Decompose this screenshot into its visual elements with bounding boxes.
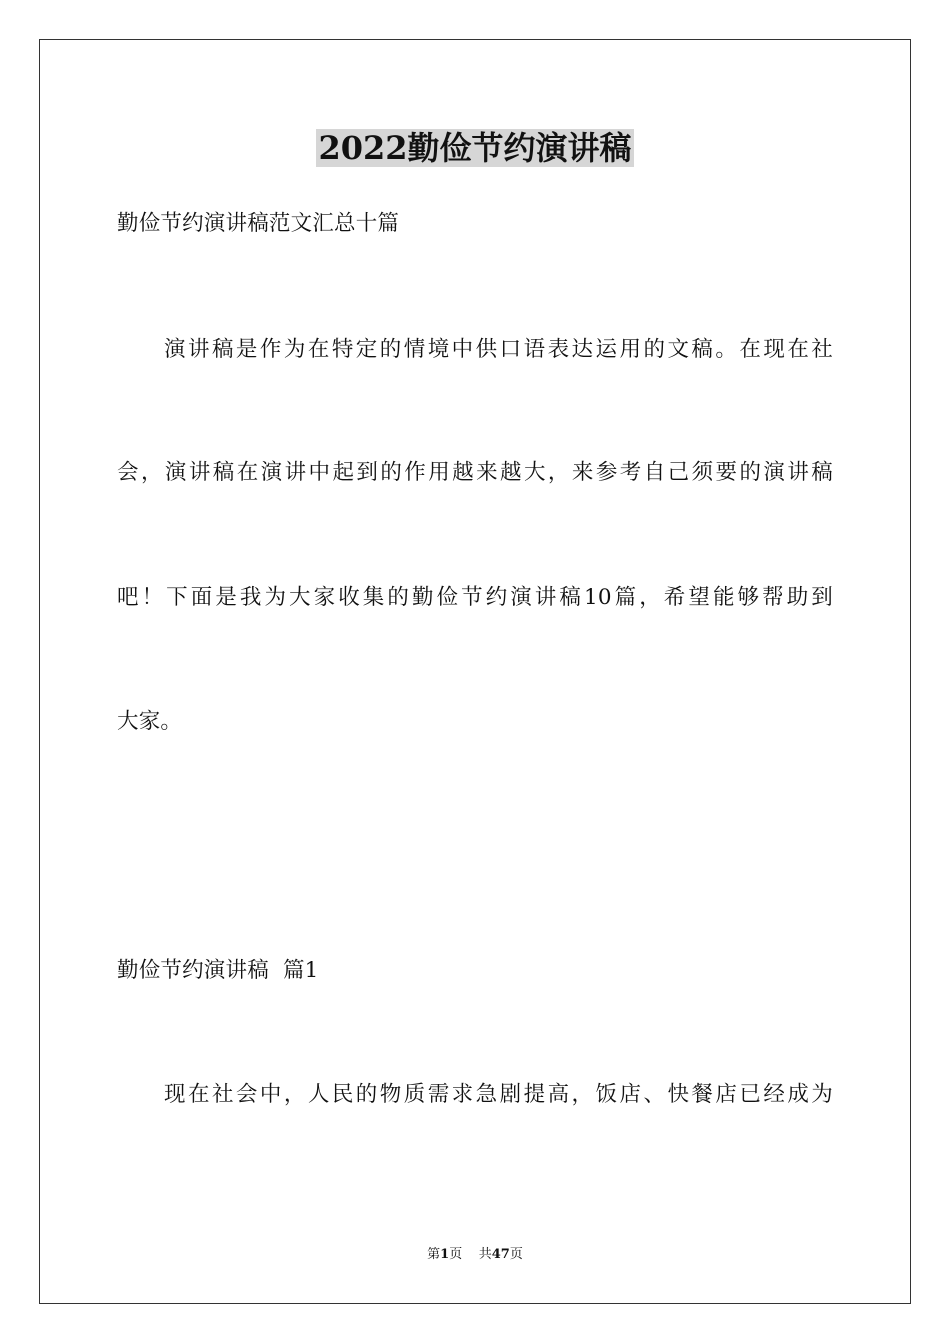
section-heading: 勤俭节约演讲稿 篇1 bbox=[117, 958, 319, 983]
document-title-text: 2022勤俭节约演讲稿 bbox=[318, 129, 632, 167]
intro-line-1: 演讲稿是作为在特定的情境中供口语表达运用的文稿。在现在社 bbox=[164, 337, 833, 362]
document-title bbox=[0, 124, 950, 172]
intro-line-3: 吧！下面是我为大家收集的勤俭节约演讲稿10篇，希望能够帮助到 bbox=[117, 585, 833, 610]
footer-page-prefix: 第 bbox=[427, 1247, 441, 1262]
document-subtitle: 勤俭节约演讲稿范文汇总十篇 bbox=[117, 211, 400, 236]
footer-page-suffix: 页 bbox=[449, 1247, 463, 1262]
page-footer bbox=[0, 1246, 950, 1264]
section-first-line: 现在社会中，人民的物质需求急剧提高，饭店、快餐店已经成为 bbox=[164, 1082, 833, 1107]
footer-total-prefix: 共 bbox=[478, 1247, 492, 1262]
footer-page-number: 1 bbox=[440, 1247, 450, 1262]
footer-total-suffix: 页 bbox=[509, 1247, 523, 1262]
footer-total-pages: 47 bbox=[491, 1247, 510, 1262]
intro-line-4: 大家。 bbox=[117, 709, 183, 734]
intro-line-2: 会，演讲稿在演讲中起到的作用越来越大，来参考自己须要的演讲稿 bbox=[117, 460, 833, 485]
